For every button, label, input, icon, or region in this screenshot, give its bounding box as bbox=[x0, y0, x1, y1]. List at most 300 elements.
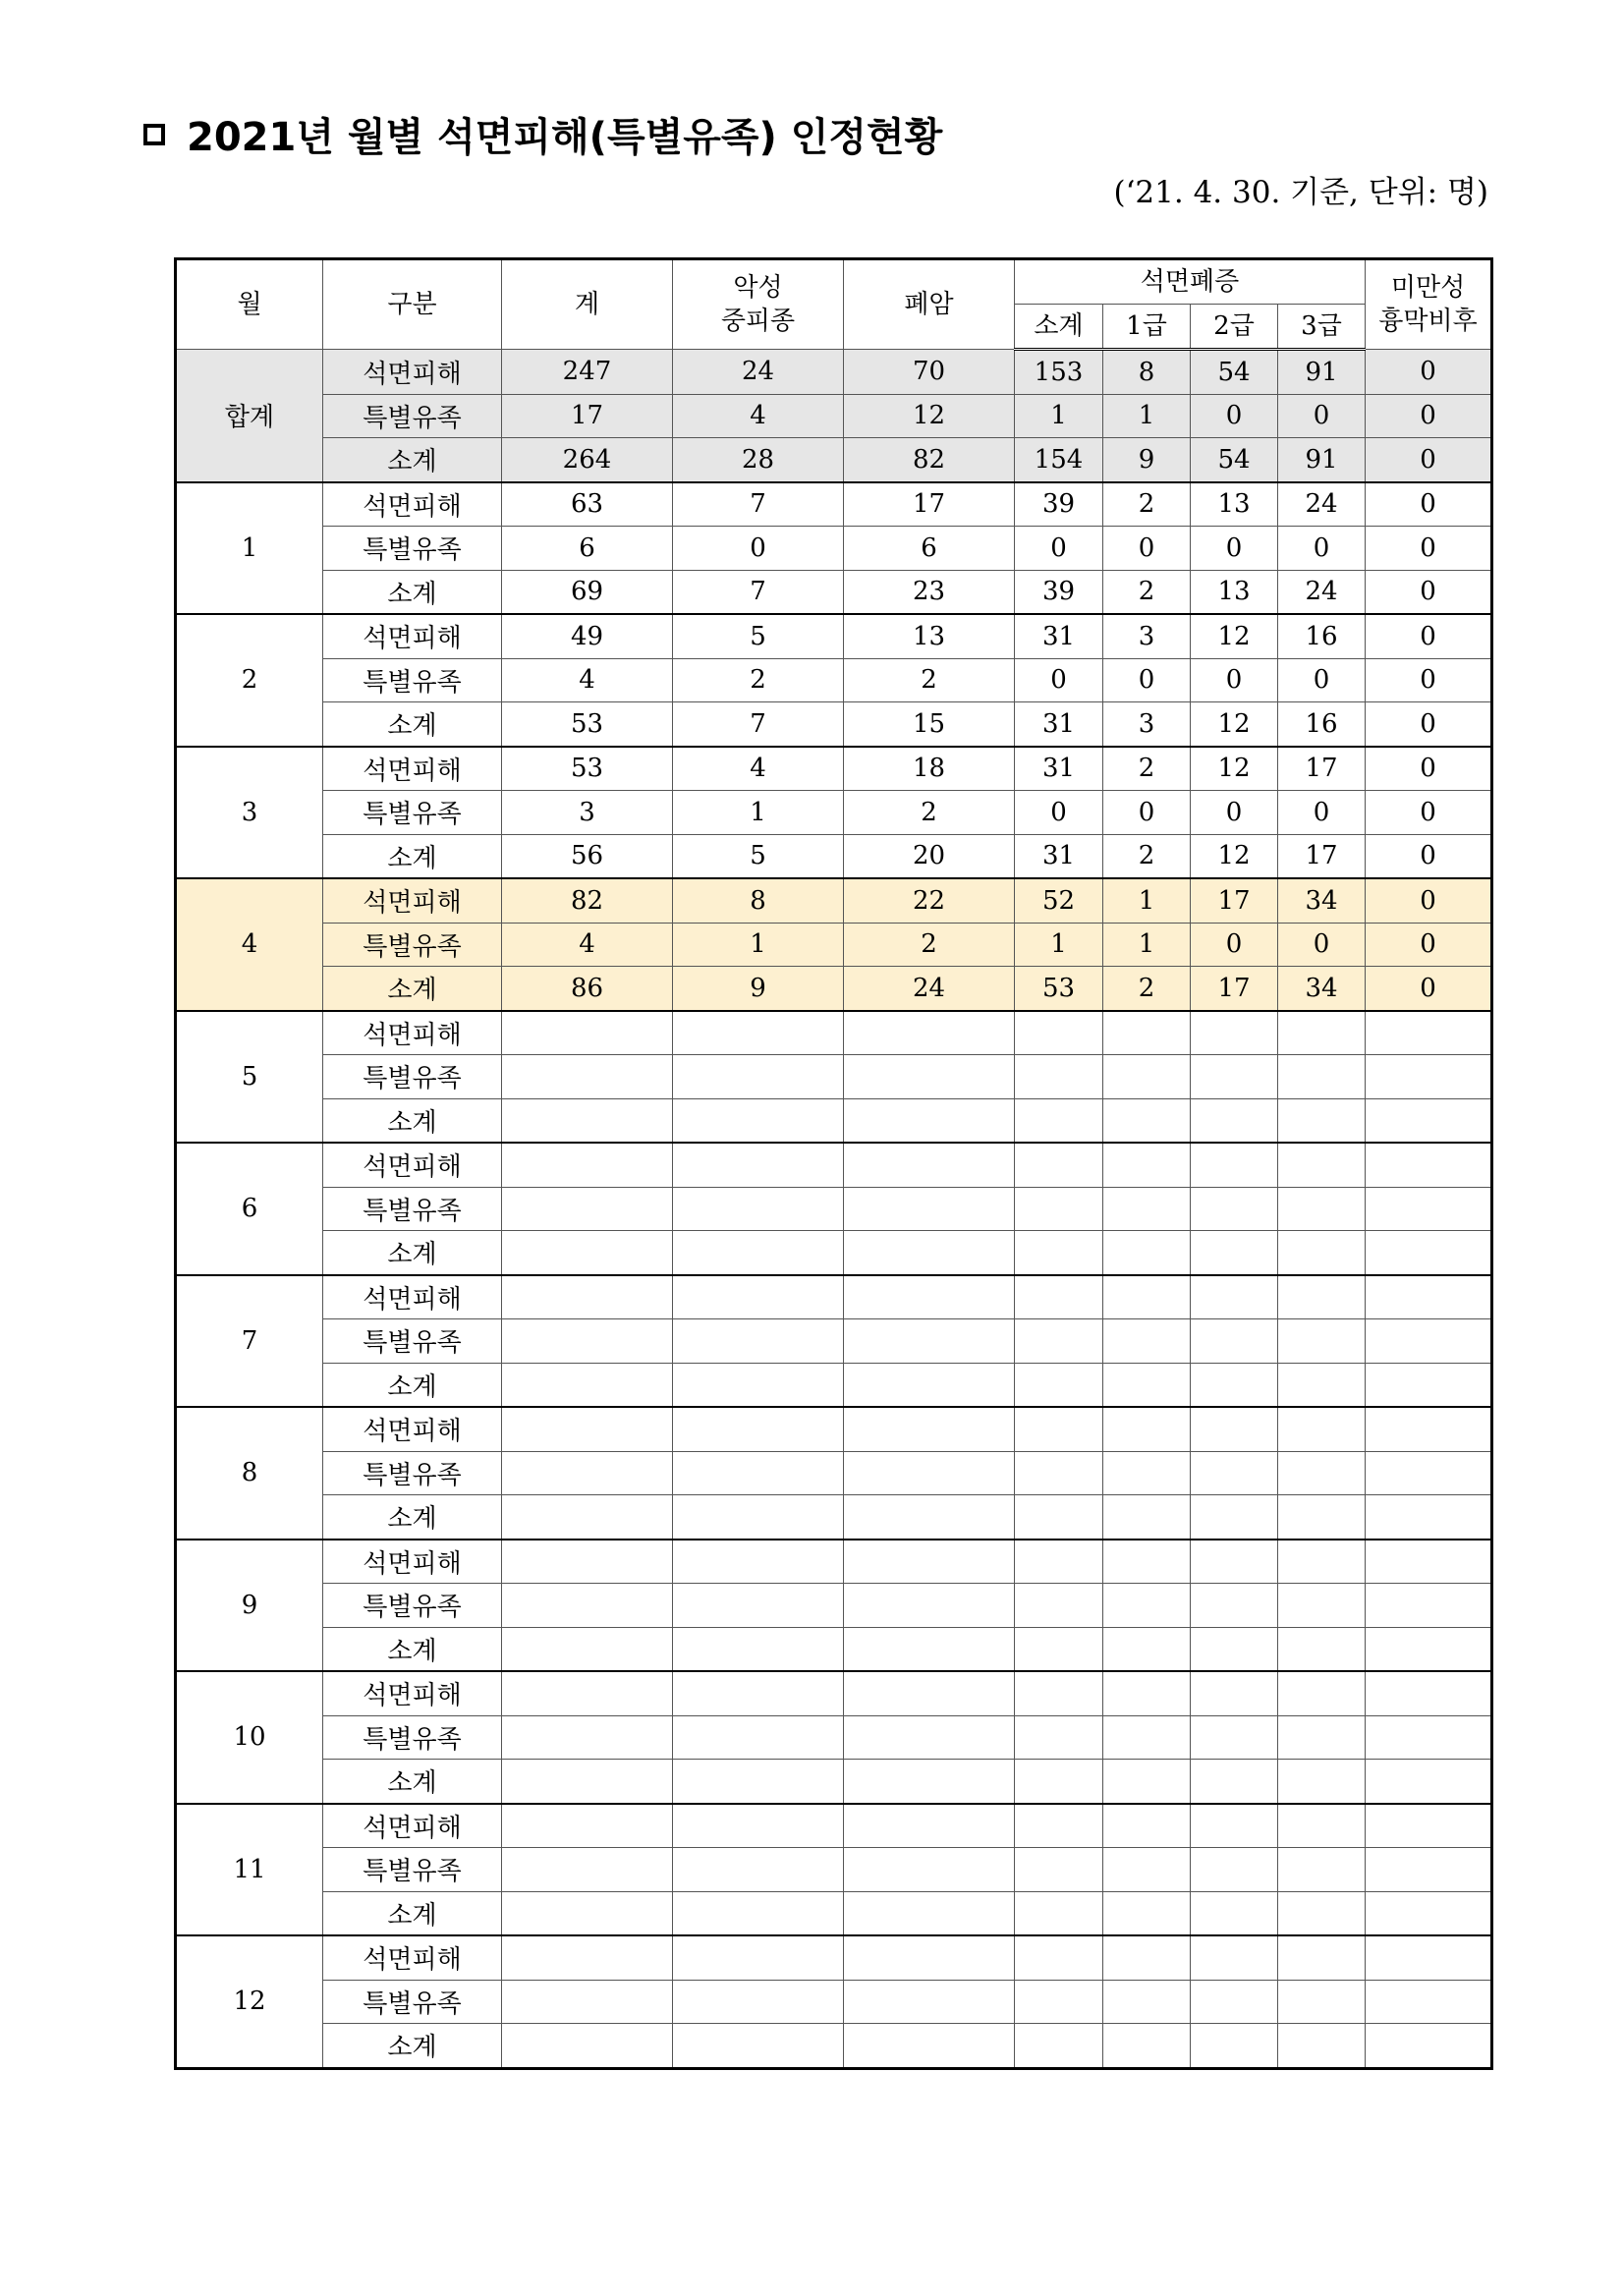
value-cell bbox=[1103, 1495, 1191, 1540]
month-cell: 8 bbox=[176, 1407, 323, 1540]
value-cell: 0 bbox=[1015, 527, 1103, 571]
value-cell bbox=[844, 1540, 1015, 1584]
category-cell: 특별유족 bbox=[323, 1848, 502, 1892]
value-cell: 264 bbox=[502, 438, 673, 482]
value-cell bbox=[1191, 1848, 1278, 1892]
value-cell bbox=[844, 1848, 1015, 1892]
value-cell bbox=[1103, 1671, 1191, 1715]
category-cell: 소계 bbox=[323, 1760, 502, 1804]
value-cell bbox=[1015, 1275, 1103, 1319]
value-cell bbox=[1015, 1935, 1103, 1980]
value-cell: 53 bbox=[502, 702, 673, 747]
value-cell: 18 bbox=[844, 747, 1015, 791]
table-row bbox=[176, 1143, 1492, 1187]
table-row bbox=[176, 1540, 1492, 1584]
value-cell: 49 bbox=[502, 614, 673, 658]
table-row bbox=[176, 614, 1492, 658]
value-cell bbox=[1366, 1363, 1492, 1407]
value-cell: 54 bbox=[1191, 350, 1278, 395]
value-cell: 0 bbox=[673, 527, 844, 571]
page-title bbox=[143, 106, 942, 162]
value-cell: 0 bbox=[1191, 791, 1278, 835]
value-cell bbox=[1103, 1715, 1191, 1760]
value-cell bbox=[1103, 1540, 1191, 1584]
table-row bbox=[176, 1363, 1492, 1407]
value-cell bbox=[1015, 1980, 1103, 2024]
value-cell: 53 bbox=[502, 747, 673, 791]
value-cell bbox=[1191, 1760, 1278, 1804]
value-cell bbox=[1278, 1980, 1366, 2024]
value-cell bbox=[1015, 1319, 1103, 1364]
value-cell: 9 bbox=[1103, 438, 1191, 482]
value-cell bbox=[673, 1407, 844, 1451]
value-cell: 0 bbox=[1278, 394, 1366, 438]
value-cell bbox=[1366, 1804, 1492, 1848]
value-cell bbox=[1103, 1804, 1191, 1848]
table-row bbox=[176, 702, 1492, 747]
value-cell bbox=[1191, 1584, 1278, 1628]
value-cell bbox=[1015, 1804, 1103, 1848]
value-cell bbox=[502, 1363, 673, 1407]
category-cell: 특별유족 bbox=[323, 1980, 502, 2024]
value-cell: 2 bbox=[844, 791, 1015, 835]
value-cell: 0 bbox=[1366, 394, 1492, 438]
value-cell: 247 bbox=[502, 350, 673, 395]
value-cell: 5 bbox=[673, 614, 844, 658]
value-cell bbox=[1191, 1715, 1278, 1760]
value-cell: 0 bbox=[1366, 658, 1492, 702]
value-cell: 20 bbox=[844, 834, 1015, 878]
value-cell: 82 bbox=[502, 878, 673, 923]
value-cell bbox=[502, 1275, 673, 1319]
value-cell bbox=[1366, 1848, 1492, 1892]
value-cell: 8 bbox=[673, 878, 844, 923]
value-cell: 53 bbox=[1015, 967, 1103, 1011]
value-cell bbox=[1103, 1760, 1191, 1804]
value-cell bbox=[673, 1451, 844, 1495]
value-cell: 0 bbox=[1191, 527, 1278, 571]
header-month: 월 bbox=[176, 259, 323, 350]
category-cell: 특별유족 bbox=[323, 658, 502, 702]
table-row bbox=[176, 1980, 1492, 2024]
value-cell: 17 bbox=[1191, 967, 1278, 1011]
value-cell bbox=[1015, 1715, 1103, 1760]
category-cell: 소계 bbox=[323, 1891, 502, 1935]
header-asbestosis: 석면폐증 bbox=[1015, 259, 1366, 305]
value-cell: 24 bbox=[1278, 482, 1366, 527]
value-cell bbox=[844, 1231, 1015, 1275]
value-cell bbox=[1278, 1760, 1366, 1804]
category-cell: 소계 bbox=[323, 1627, 502, 1671]
table-row bbox=[176, 570, 1492, 614]
value-cell: 17 bbox=[1278, 747, 1366, 791]
value-cell bbox=[502, 1980, 673, 2024]
value-cell bbox=[1191, 1980, 1278, 2024]
value-cell: 4 bbox=[502, 923, 673, 967]
value-cell: 17 bbox=[1278, 834, 1366, 878]
table-row bbox=[176, 1187, 1492, 1231]
value-cell bbox=[673, 1935, 844, 1980]
table-row bbox=[176, 1319, 1492, 1364]
value-cell: 63 bbox=[502, 482, 673, 527]
table-row bbox=[176, 967, 1492, 1011]
value-cell bbox=[1191, 1187, 1278, 1231]
value-cell bbox=[1015, 1098, 1103, 1143]
category-cell: 석면피해 bbox=[323, 1407, 502, 1451]
value-cell bbox=[673, 1011, 844, 1055]
table-body bbox=[176, 350, 1492, 2069]
value-cell: 4 bbox=[673, 747, 844, 791]
table-row bbox=[176, 1848, 1492, 1892]
value-cell bbox=[673, 1540, 844, 1584]
value-cell: 0 bbox=[1366, 702, 1492, 747]
value-cell bbox=[1278, 1011, 1366, 1055]
value-cell bbox=[1191, 1671, 1278, 1715]
value-cell bbox=[1366, 1011, 1492, 1055]
month-cell: 9 bbox=[176, 1540, 323, 1672]
value-cell bbox=[1278, 1055, 1366, 1099]
value-cell bbox=[844, 1804, 1015, 1848]
category-cell: 특별유족 bbox=[323, 527, 502, 571]
value-cell bbox=[673, 1715, 844, 1760]
month-cell: 2 bbox=[176, 614, 323, 747]
table-row bbox=[176, 747, 1492, 791]
value-cell: 0 bbox=[1015, 658, 1103, 702]
value-cell bbox=[844, 1098, 1015, 1143]
value-cell bbox=[673, 1627, 844, 1671]
value-cell bbox=[1366, 1584, 1492, 1628]
value-cell: 1 bbox=[673, 791, 844, 835]
value-cell bbox=[673, 1098, 844, 1143]
value-cell bbox=[1278, 1495, 1366, 1540]
value-cell bbox=[1191, 1804, 1278, 1848]
value-cell bbox=[1191, 1627, 1278, 1671]
value-cell: 17 bbox=[844, 482, 1015, 527]
header-asbestosis-grade3: 3급 bbox=[1278, 305, 1366, 350]
value-cell bbox=[1191, 1231, 1278, 1275]
value-cell: 31 bbox=[1015, 702, 1103, 747]
table-row bbox=[176, 482, 1492, 527]
value-cell: 0 bbox=[1278, 658, 1366, 702]
value-cell bbox=[502, 1627, 673, 1671]
value-cell bbox=[1366, 1098, 1492, 1143]
value-cell bbox=[1015, 1055, 1103, 1099]
category-cell: 석면피해 bbox=[323, 1011, 502, 1055]
value-cell bbox=[1191, 1098, 1278, 1143]
value-cell bbox=[1366, 1715, 1492, 1760]
value-cell bbox=[1191, 1451, 1278, 1495]
header-lung-cancer: 폐암 bbox=[844, 259, 1015, 350]
value-cell: 56 bbox=[502, 834, 673, 878]
value-cell bbox=[844, 1187, 1015, 1231]
category-cell: 소계 bbox=[323, 438, 502, 482]
value-cell: 0 bbox=[1366, 967, 1492, 1011]
value-cell: 13 bbox=[844, 614, 1015, 658]
value-cell: 31 bbox=[1015, 747, 1103, 791]
header-asbestosis-grade1: 1급 bbox=[1103, 305, 1191, 350]
value-cell: 7 bbox=[673, 482, 844, 527]
table-row bbox=[176, 1715, 1492, 1760]
value-cell: 0 bbox=[1366, 747, 1492, 791]
value-cell bbox=[844, 1760, 1015, 1804]
value-cell bbox=[1278, 1627, 1366, 1671]
value-cell bbox=[502, 1098, 673, 1143]
value-cell: 9 bbox=[673, 967, 844, 1011]
value-cell bbox=[1278, 1275, 1366, 1319]
value-cell bbox=[1278, 1584, 1366, 1628]
category-cell: 석면피해 bbox=[323, 1935, 502, 1980]
table-row bbox=[176, 1891, 1492, 1935]
month-cell: 1 bbox=[176, 482, 323, 615]
value-cell bbox=[1015, 1495, 1103, 1540]
value-cell bbox=[502, 1187, 673, 1231]
category-cell: 소계 bbox=[323, 1363, 502, 1407]
value-cell: 0 bbox=[1366, 878, 1492, 923]
value-cell: 0 bbox=[1103, 527, 1191, 571]
table-row bbox=[176, 834, 1492, 878]
table-row bbox=[176, 1275, 1492, 1319]
value-cell bbox=[1278, 1143, 1366, 1187]
table-row bbox=[176, 1011, 1492, 1055]
header-asbestosis-subtotal: 소계 bbox=[1015, 305, 1103, 350]
value-cell bbox=[673, 1055, 844, 1099]
month-cell: 4 bbox=[176, 878, 323, 1011]
value-cell: 2 bbox=[1103, 747, 1191, 791]
value-cell bbox=[844, 1451, 1015, 1495]
table-row bbox=[176, 394, 1492, 438]
table-row bbox=[176, 1671, 1492, 1715]
value-cell bbox=[1191, 1055, 1278, 1099]
category-cell: 특별유족 bbox=[323, 1187, 502, 1231]
value-cell bbox=[673, 1671, 844, 1715]
value-cell bbox=[502, 1584, 673, 1628]
table-row bbox=[176, 1935, 1492, 1980]
value-cell bbox=[1015, 1011, 1103, 1055]
value-cell bbox=[1015, 1143, 1103, 1187]
value-cell bbox=[1191, 1407, 1278, 1451]
value-cell: 23 bbox=[844, 570, 1015, 614]
value-cell bbox=[844, 1363, 1015, 1407]
value-cell: 28 bbox=[673, 438, 844, 482]
value-cell bbox=[844, 1143, 1015, 1187]
value-cell: 2 bbox=[1103, 967, 1191, 1011]
value-cell bbox=[1191, 1363, 1278, 1407]
category-cell: 석면피해 bbox=[323, 878, 502, 923]
value-cell: 16 bbox=[1278, 614, 1366, 658]
value-cell: 7 bbox=[673, 702, 844, 747]
value-cell bbox=[1366, 1495, 1492, 1540]
table-row bbox=[176, 350, 1492, 395]
value-cell: 86 bbox=[502, 967, 673, 1011]
value-cell bbox=[1278, 1671, 1366, 1715]
table-row bbox=[176, 923, 1492, 967]
value-cell: 7 bbox=[673, 570, 844, 614]
value-cell: 12 bbox=[844, 394, 1015, 438]
category-cell: 특별유족 bbox=[323, 1055, 502, 1099]
table-row bbox=[176, 1495, 1492, 1540]
value-cell bbox=[1103, 1319, 1191, 1364]
month-cell: 합계 bbox=[176, 350, 323, 482]
value-cell: 0 bbox=[1366, 527, 1492, 571]
value-cell bbox=[673, 1980, 844, 2024]
value-cell: 15 bbox=[844, 702, 1015, 747]
value-cell: 2 bbox=[844, 923, 1015, 967]
value-cell bbox=[502, 1760, 673, 1804]
category-cell: 석면피해 bbox=[323, 1671, 502, 1715]
category-cell: 석면피해 bbox=[323, 482, 502, 527]
value-cell: 22 bbox=[844, 878, 1015, 923]
value-cell bbox=[844, 1055, 1015, 1099]
value-cell bbox=[1366, 1891, 1492, 1935]
table-row bbox=[176, 2024, 1492, 2069]
value-cell bbox=[673, 1275, 844, 1319]
checkbox-square-icon bbox=[143, 124, 165, 145]
value-cell bbox=[673, 1231, 844, 1275]
value-cell: 0 bbox=[1103, 791, 1191, 835]
value-cell bbox=[673, 1584, 844, 1628]
value-cell: 13 bbox=[1191, 570, 1278, 614]
value-cell: 13 bbox=[1191, 482, 1278, 527]
value-cell bbox=[844, 1980, 1015, 2024]
status-table bbox=[174, 257, 1493, 2070]
value-cell bbox=[1015, 1540, 1103, 1584]
value-cell: 1 bbox=[1103, 923, 1191, 967]
value-cell bbox=[502, 1804, 673, 1848]
value-cell: 8 bbox=[1103, 350, 1191, 395]
month-cell: 6 bbox=[176, 1143, 323, 1275]
value-cell bbox=[844, 1275, 1015, 1319]
table-row bbox=[176, 1407, 1492, 1451]
value-cell bbox=[1103, 1187, 1191, 1231]
table-row bbox=[176, 658, 1492, 702]
value-cell bbox=[1278, 1363, 1366, 1407]
value-cell: 0 bbox=[1278, 791, 1366, 835]
value-cell bbox=[1103, 1451, 1191, 1495]
value-cell bbox=[1366, 1671, 1492, 1715]
value-cell bbox=[1103, 1055, 1191, 1099]
value-cell: 39 bbox=[1015, 570, 1103, 614]
value-cell bbox=[1191, 1319, 1278, 1364]
value-cell bbox=[502, 1319, 673, 1364]
value-cell bbox=[673, 2024, 844, 2069]
category-cell: 소계 bbox=[323, 702, 502, 747]
value-cell: 0 bbox=[1366, 614, 1492, 658]
value-cell bbox=[1015, 1891, 1103, 1935]
value-cell bbox=[502, 2024, 673, 2069]
category-cell: 석면피해 bbox=[323, 1540, 502, 1584]
value-cell: 34 bbox=[1278, 967, 1366, 1011]
title-text: 2021년 월별 석면피해(특별유족) 인정현황 bbox=[187, 115, 943, 160]
value-cell: 12 bbox=[1191, 702, 1278, 747]
value-cell: 6 bbox=[844, 527, 1015, 571]
value-cell bbox=[673, 1187, 844, 1231]
value-cell bbox=[502, 1935, 673, 1980]
month-cell: 10 bbox=[176, 1671, 323, 1804]
value-cell bbox=[1015, 1584, 1103, 1628]
category-cell: 특별유족 bbox=[323, 923, 502, 967]
value-cell: 0 bbox=[1015, 791, 1103, 835]
table-header bbox=[176, 259, 1492, 350]
month-cell: 7 bbox=[176, 1275, 323, 1408]
category-cell: 특별유족 bbox=[323, 1715, 502, 1760]
value-cell: 4 bbox=[673, 394, 844, 438]
value-cell: 0 bbox=[1191, 394, 1278, 438]
value-cell: 54 bbox=[1191, 438, 1278, 482]
value-cell: 1 bbox=[1103, 394, 1191, 438]
value-cell: 24 bbox=[1278, 570, 1366, 614]
category-cell: 석면피해 bbox=[323, 1143, 502, 1187]
value-cell bbox=[1278, 1407, 1366, 1451]
value-cell: 91 bbox=[1278, 438, 1366, 482]
value-cell bbox=[673, 1848, 844, 1892]
value-cell bbox=[1103, 1848, 1191, 1892]
value-cell: 154 bbox=[1015, 438, 1103, 482]
table-row bbox=[176, 878, 1492, 923]
table-row bbox=[176, 1627, 1492, 1671]
value-cell bbox=[673, 1891, 844, 1935]
value-cell bbox=[1103, 1363, 1191, 1407]
value-cell bbox=[502, 1231, 673, 1275]
value-cell bbox=[1366, 1760, 1492, 1804]
value-cell: 0 bbox=[1366, 791, 1492, 835]
value-cell bbox=[502, 1451, 673, 1495]
value-cell bbox=[1366, 1275, 1492, 1319]
value-cell bbox=[1366, 1627, 1492, 1671]
category-cell: 특별유족 bbox=[323, 1319, 502, 1364]
value-cell: 16 bbox=[1278, 702, 1366, 747]
value-cell: 39 bbox=[1015, 482, 1103, 527]
table-row bbox=[176, 527, 1492, 571]
value-cell bbox=[1278, 1098, 1366, 1143]
value-cell bbox=[1015, 1671, 1103, 1715]
table-row bbox=[176, 1231, 1492, 1275]
value-cell bbox=[673, 1804, 844, 1848]
header-category: 구분 bbox=[323, 259, 502, 350]
value-cell bbox=[1103, 1407, 1191, 1451]
value-cell bbox=[1191, 1275, 1278, 1319]
value-cell bbox=[844, 1627, 1015, 1671]
value-cell bbox=[1278, 1891, 1366, 1935]
value-cell bbox=[844, 1584, 1015, 1628]
value-cell bbox=[502, 1055, 673, 1099]
value-cell: 0 bbox=[1366, 923, 1492, 967]
value-cell bbox=[1278, 1935, 1366, 1980]
value-cell: 0 bbox=[1191, 658, 1278, 702]
value-cell: 0 bbox=[1366, 570, 1492, 614]
value-cell bbox=[1103, 1011, 1191, 1055]
value-cell: 0 bbox=[1366, 482, 1492, 527]
value-cell bbox=[1103, 1231, 1191, 1275]
header-pleural: 미만성 흉막비후 bbox=[1366, 259, 1492, 350]
table-row bbox=[176, 1055, 1492, 1099]
value-cell: 91 bbox=[1278, 350, 1366, 395]
table-row bbox=[176, 791, 1492, 835]
value-cell: 2 bbox=[673, 658, 844, 702]
value-cell bbox=[1103, 1275, 1191, 1319]
value-cell bbox=[502, 1540, 673, 1584]
month-cell: 3 bbox=[176, 747, 323, 879]
value-cell bbox=[1015, 1407, 1103, 1451]
value-cell: 3 bbox=[1103, 614, 1191, 658]
value-cell: 69 bbox=[502, 570, 673, 614]
value-cell bbox=[1366, 1187, 1492, 1231]
value-cell: 52 bbox=[1015, 878, 1103, 923]
value-cell: 4 bbox=[502, 658, 673, 702]
value-cell: 5 bbox=[673, 834, 844, 878]
table-row bbox=[176, 1451, 1492, 1495]
value-cell: 0 bbox=[1191, 923, 1278, 967]
category-cell: 소계 bbox=[323, 1231, 502, 1275]
